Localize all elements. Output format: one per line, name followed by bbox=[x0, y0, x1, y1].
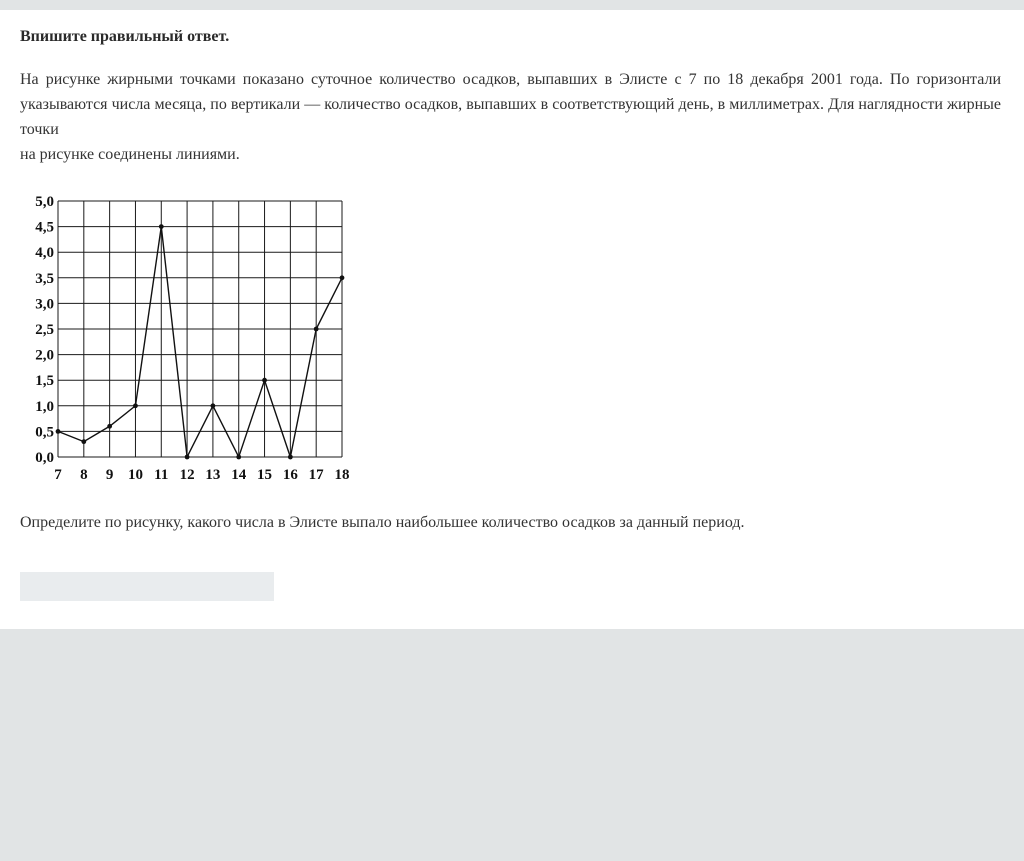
data-point bbox=[159, 224, 164, 229]
x-tick-label: 7 bbox=[54, 467, 62, 483]
data-point bbox=[314, 327, 319, 332]
task-instruction: Впишите правильный ответ. bbox=[20, 28, 230, 45]
data-point bbox=[81, 439, 86, 444]
x-tick-label: 16 bbox=[282, 467, 298, 483]
x-tick-label: 18 bbox=[334, 467, 350, 483]
question-text: Определите по рисунку, какого числа в Элисте выпало наибольшее количество осадков за данный период. bbox=[20, 514, 745, 531]
data-point bbox=[288, 455, 293, 460]
precipitation-chart bbox=[10, 189, 360, 489]
x-tick-label: 9 bbox=[105, 467, 114, 483]
data-point bbox=[340, 275, 345, 280]
x-tick-label: 15 bbox=[257, 467, 273, 483]
data-point bbox=[236, 455, 241, 460]
y-tick-label: 0,0 bbox=[35, 450, 54, 466]
x-tick-label: 11 bbox=[154, 467, 169, 483]
x-tick-label: 12 bbox=[179, 467, 195, 483]
y-tick-label: 1,0 bbox=[35, 398, 54, 415]
y-tick-label: 3,5 bbox=[35, 270, 54, 287]
x-tick-label: 10 bbox=[127, 467, 143, 483]
series-line bbox=[58, 227, 342, 457]
x-tick-label: 17 bbox=[308, 467, 324, 483]
problem-paragraph: На рисунке жирными точками показано суточное количество осадков, выпавших в Элисте с 7 по 18 декабря 2001 года. По горизонтали указываются числа месяца, по вертикали — количество осадков, выпавших в соответствующий день, в миллиметрах. Для наглядности жирные точки bbox=[20, 71, 1001, 138]
y-tick-label: 4,5 bbox=[35, 219, 54, 236]
x-tick-label: 13 bbox=[205, 467, 221, 483]
problem-paragraph-end: на рисунке соединены линиями. bbox=[20, 146, 240, 163]
y-tick-label: 4,0 bbox=[35, 245, 54, 262]
data-point bbox=[185, 455, 190, 460]
data-point bbox=[211, 403, 216, 408]
problem-text bbox=[20, 67, 1001, 167]
x-tick-label: 14 bbox=[231, 467, 247, 483]
y-tick-label: 2,0 bbox=[35, 347, 54, 364]
y-tick-label: 5,0 bbox=[35, 194, 54, 210]
y-tick-label: 2,5 bbox=[35, 322, 54, 338]
x-tick-label: 8 bbox=[80, 467, 88, 483]
data-point bbox=[56, 429, 61, 434]
data-point bbox=[107, 424, 112, 429]
answer-input[interactable] bbox=[20, 572, 274, 601]
y-tick-label: 0,5 bbox=[35, 424, 54, 441]
y-tick-label: 3,0 bbox=[35, 296, 54, 313]
y-tick-label: 1,5 bbox=[35, 373, 54, 390]
data-point bbox=[262, 378, 267, 383]
data-point bbox=[133, 403, 138, 408]
